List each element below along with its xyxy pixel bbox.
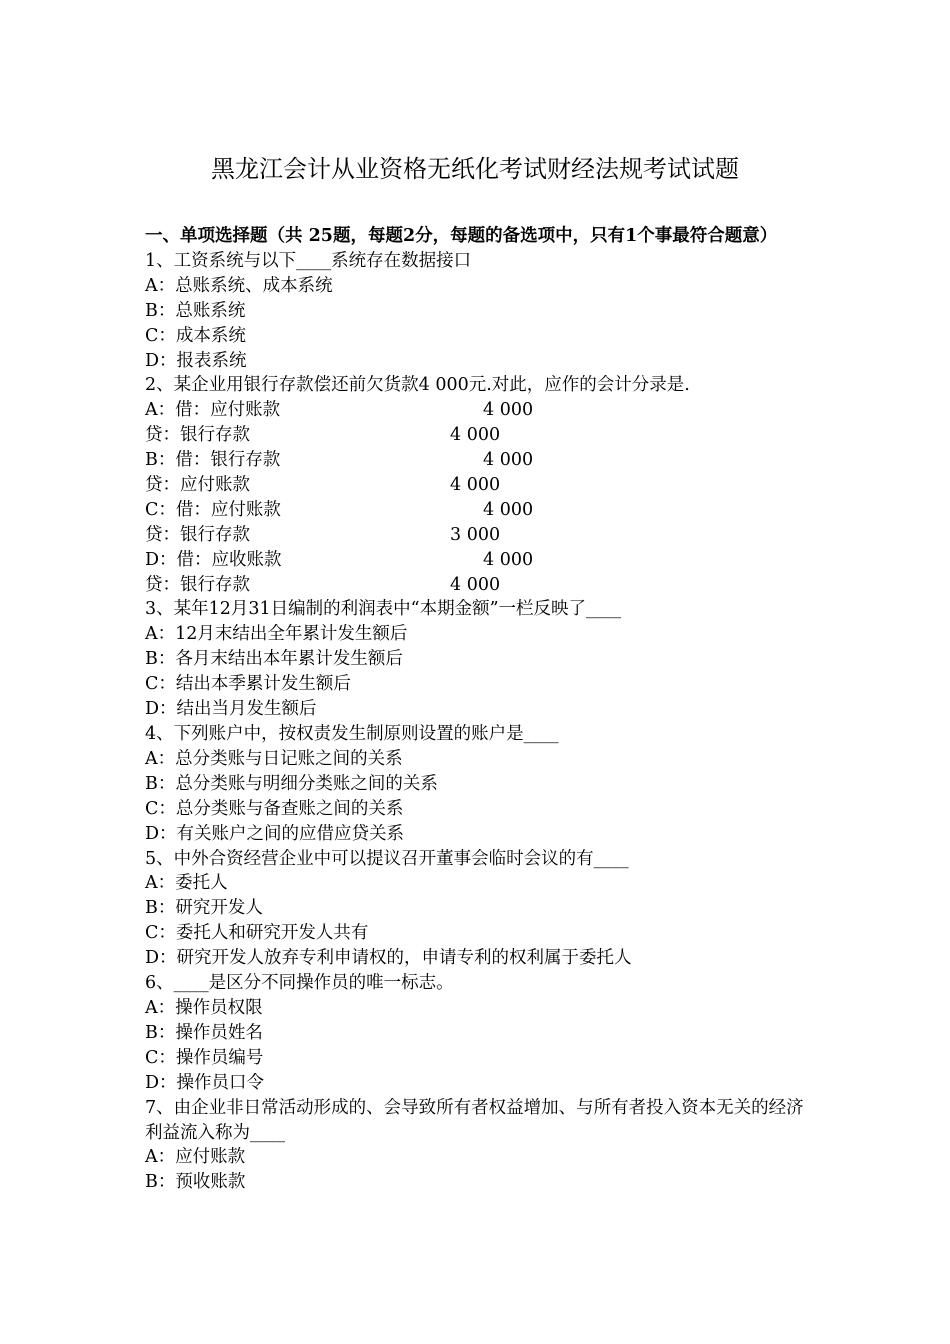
option-a: A：委托人 bbox=[145, 873, 228, 894]
entry-amount: 4 000 bbox=[450, 425, 501, 446]
option-c: C：总分类账与备查账之间的关系 bbox=[145, 798, 404, 819]
question-stem: 5、中外合资经营企业中可以提议召开董事会临时会议的有____ bbox=[145, 848, 629, 869]
entry-label: 贷：应付账款 bbox=[145, 475, 250, 496]
entry-amount: 4 000 bbox=[483, 400, 534, 421]
entry-amount: 4 000 bbox=[450, 574, 501, 595]
entry-amount: 4 000 bbox=[483, 549, 534, 570]
option-d: D：研究开发人放弃专利申请权的，申请专利的权利属于委托人 bbox=[145, 948, 632, 969]
question-2 bbox=[145, 373, 815, 597]
entry-label: B：借：银行存款 bbox=[145, 450, 281, 471]
option-d: D：操作员口令 bbox=[145, 1072, 265, 1093]
option-a: A：应付账款 bbox=[145, 1147, 246, 1168]
journal-entry-debit bbox=[145, 448, 815, 473]
option-d: D：结出当月发生额后 bbox=[145, 699, 317, 720]
option-b: B：总分类账与明细分类账之间的关系 bbox=[145, 773, 438, 794]
document-body bbox=[145, 224, 815, 1195]
question-4 bbox=[145, 722, 815, 847]
entry-label: C：借：应付账款 bbox=[145, 499, 281, 520]
entry-amount: 3 000 bbox=[450, 524, 501, 545]
journal-entry-credit bbox=[145, 423, 815, 448]
question-stem: 6、____是区分不同操作员的唯一标志。 bbox=[145, 973, 454, 994]
entry-amount: 4 000 bbox=[483, 450, 534, 471]
question-3 bbox=[145, 597, 815, 722]
journal-entry-credit bbox=[145, 523, 815, 548]
entry-amount: 4 000 bbox=[450, 475, 501, 496]
option-b: B：预收账款 bbox=[145, 1172, 246, 1193]
question-stem: 4、下列账户中，按权责发生制原则设置的账户是____ bbox=[145, 724, 559, 744]
option-a: A：总分类账与日记账之间的关系 bbox=[145, 748, 403, 769]
option-a: A：总账系统、成本系统 bbox=[145, 275, 333, 296]
question-stem: 7、由企业非日常活动形成的、会导致所有者权益增加、与所有者投入资本无关的经济利益流入称为____ bbox=[145, 1097, 804, 1143]
entry-label: 贷：银行存款 bbox=[145, 524, 250, 545]
question-stem: 2、某企业用银行存款偿还前欠货款4 000元.对此，应作的会计分录是. bbox=[145, 375, 690, 396]
section-heading: 一、单项选择题（共 25题，每题2分，每题的备选项中，只有1个事最符合题意） bbox=[145, 226, 778, 246]
option-d: D：报表系统 bbox=[145, 350, 247, 371]
question-6 bbox=[145, 971, 815, 1096]
journal-entry-credit bbox=[145, 473, 815, 498]
question-stem: 3、某年12月31日编制的利润表中“本期金额”一栏反映了____ bbox=[145, 599, 622, 620]
entry-label: D：借：应收账款 bbox=[145, 549, 282, 570]
option-b: B：总账系统 bbox=[145, 300, 246, 321]
entry-label: 贷：银行存款 bbox=[145, 425, 250, 446]
question-7 bbox=[145, 1096, 815, 1196]
option-d: D：有关账户之间的应借应贷关系 bbox=[145, 823, 405, 844]
option-c: C：委托人和研究开发人共有 bbox=[145, 923, 369, 944]
option-c: C：成本系统 bbox=[145, 325, 246, 346]
option-a: A：12月末结出全年累计发生额后 bbox=[145, 624, 408, 645]
option-c: C：结出本季累计发生额后 bbox=[145, 674, 351, 695]
option-b: B：各月末结出本年累计发生额后 bbox=[145, 649, 403, 670]
journal-entry-credit bbox=[145, 573, 815, 598]
question-5 bbox=[145, 847, 815, 972]
option-c: C：操作员编号 bbox=[145, 1047, 264, 1068]
entry-label: A：借：应付账款 bbox=[145, 400, 281, 421]
journal-entry-debit bbox=[145, 398, 815, 423]
option-b: B：研究开发人 bbox=[145, 898, 263, 919]
question-stem: 1、工资系统与以下____系统存在数据接口 bbox=[145, 250, 472, 271]
question-1 bbox=[145, 249, 815, 374]
journal-entry-debit bbox=[145, 498, 815, 523]
entry-label: 贷：银行存款 bbox=[145, 574, 250, 595]
entry-amount: 4 000 bbox=[483, 499, 534, 520]
option-b: B：操作员姓名 bbox=[145, 1022, 263, 1043]
option-a: A：操作员权限 bbox=[145, 997, 263, 1018]
document-title: 黑龙江会计从业资格无纸化考试财经法规考试试题 bbox=[211, 155, 739, 183]
journal-entry-debit bbox=[145, 548, 815, 573]
